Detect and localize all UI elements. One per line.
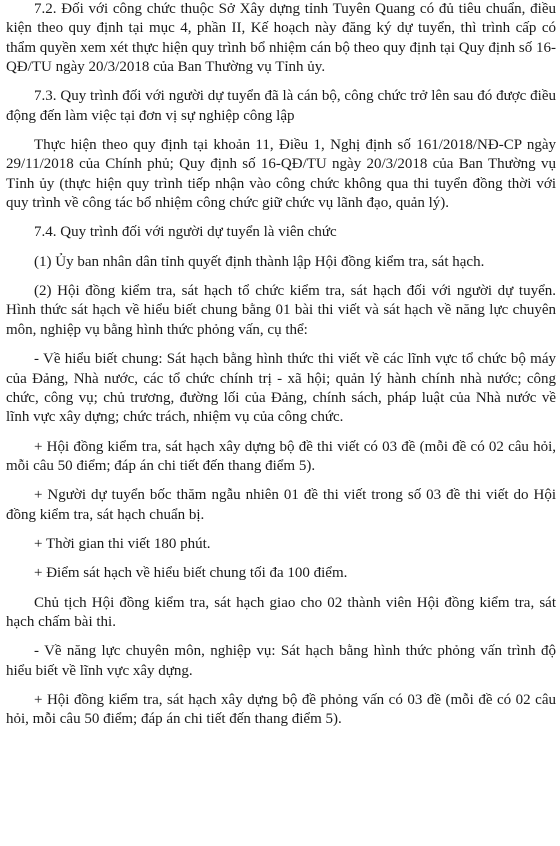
paragraph-written-exam-set: + Hội đồng kiểm tra, sát hạch xây dựng bộ đề thi viết có 03 đề (mỗi đề có 02 câu hỏi, mỗi câu 50 điểm; đáp án chi tiết đến thang điểm 5). [6,438,556,474]
paragraph-7-4-item-1: (1) Ủy ban nhân dân tỉnh quyết định thành lập Hội đồng kiểm tra, sát hạch. [34,253,485,270]
paragraph-interview-set: + Hội đồng kiểm tra, sát hạch xây dựng bộ đề phỏng vấn có 03 đề (mỗi đề có 02 câu hỏi, mỗi câu 50 điểm; đáp án chi tiết đến thang điểm 5). [6,691,556,728]
paragraph-max-score: + Điểm sát hạch về hiểu biết chung tối đa 100 điểm. [34,565,348,582]
paragraph-exam-duration: + Thời gian thi viết 180 phút. [34,535,211,552]
paragraph-7-4-item-2: (2) Hội đồng kiểm tra, sát hạch tổ chức kiểm tra, sát hạch đối với người dự tuyển. Hình thức sát hạch về hiểu biết chung bằng 01 bài thi viết và sát hạch về năng lực chuyên môn, nghiệp vụ bằng hình thức phỏng vấn, cụ thể: [6,283,556,338]
paragraph-7-2: 7.2. Đối với công chức thuộc Sở Xây dựng tỉnh Tuyên Quang có đủ tiêu chuẩn, điều kiện theo quy định tại mục 4, phần II, Kế hoạch này đăng ký dự tuyển, thì trình cấp có thẩm quyền xem xét thực hiện quy trình bổ nhiệm cán bộ theo quy định tại Quy định số 16-QĐ/TU ngày 20/3/2018 của Ban Thường vụ Tỉnh ủy. [6,1,556,76]
paragraph-draw-exam: + Người dự tuyển bốc thăm ngẫu nhiên 01 đề thi viết trong số 03 đề thi viết do Hội đồng kiểm tra, sát hạch chuẩn bị. [6,487,556,523]
paragraph-7-4-heading: 7.4. Quy trình đối với người dự tuyển là viên chức [34,224,337,241]
paragraph-7-3-heading: 7.3. Quy trình đối với người dự tuyển đã là cán bộ, công chức trở lên sau đó được điều động đến làm việc tại đơn vị sự nghiệp công lập [6,88,556,124]
paragraph-professional-competence: - Về năng lực chuyên môn, nghiệp vụ: Sát hạch bằng hình thức phỏng vấn trình độ hiểu biết về lĩnh vực xây dựng. [6,643,556,679]
paragraph-grading: Chủ tịch Hội đồng kiểm tra, sát hạch giao cho 02 thành viên Hội đồng kiểm tra, sát hạch chấm bài thi. [6,594,556,630]
paragraph-7-3-body: Thực hiện theo quy định tại khoản 11, Điều 1, Nghị định số 161/2018/NĐ-CP ngày 29/11/2018 của Chính phủ; Quy định số 16-QĐ/TU ngày 20/3/2018 của Ban Thường vụ Tỉnh ủy (thực hiện quy trình tiếp nhận vào công chức không qua thi tuyển đồng thời với quy trình về công tác bổ nhiệm công chức giữ chức vụ lãnh đạo, quản lý). [6,137,556,212]
paragraph-general-knowledge: - Về hiểu biết chung: Sát hạch bằng hình thức thi viết về các lĩnh vực tổ chức bộ máy của Đảng, Nhà nước, các tổ chức chính trị - xã hội; quản lý hành chính nhà nước; công chức, công vụ; chủ trương, đường lối của Đảng, chính sách, pháp luật của Nhà nước về lĩnh vực xây dựng; chức trách, nhiệm vụ của công chức. [6,351,556,426]
